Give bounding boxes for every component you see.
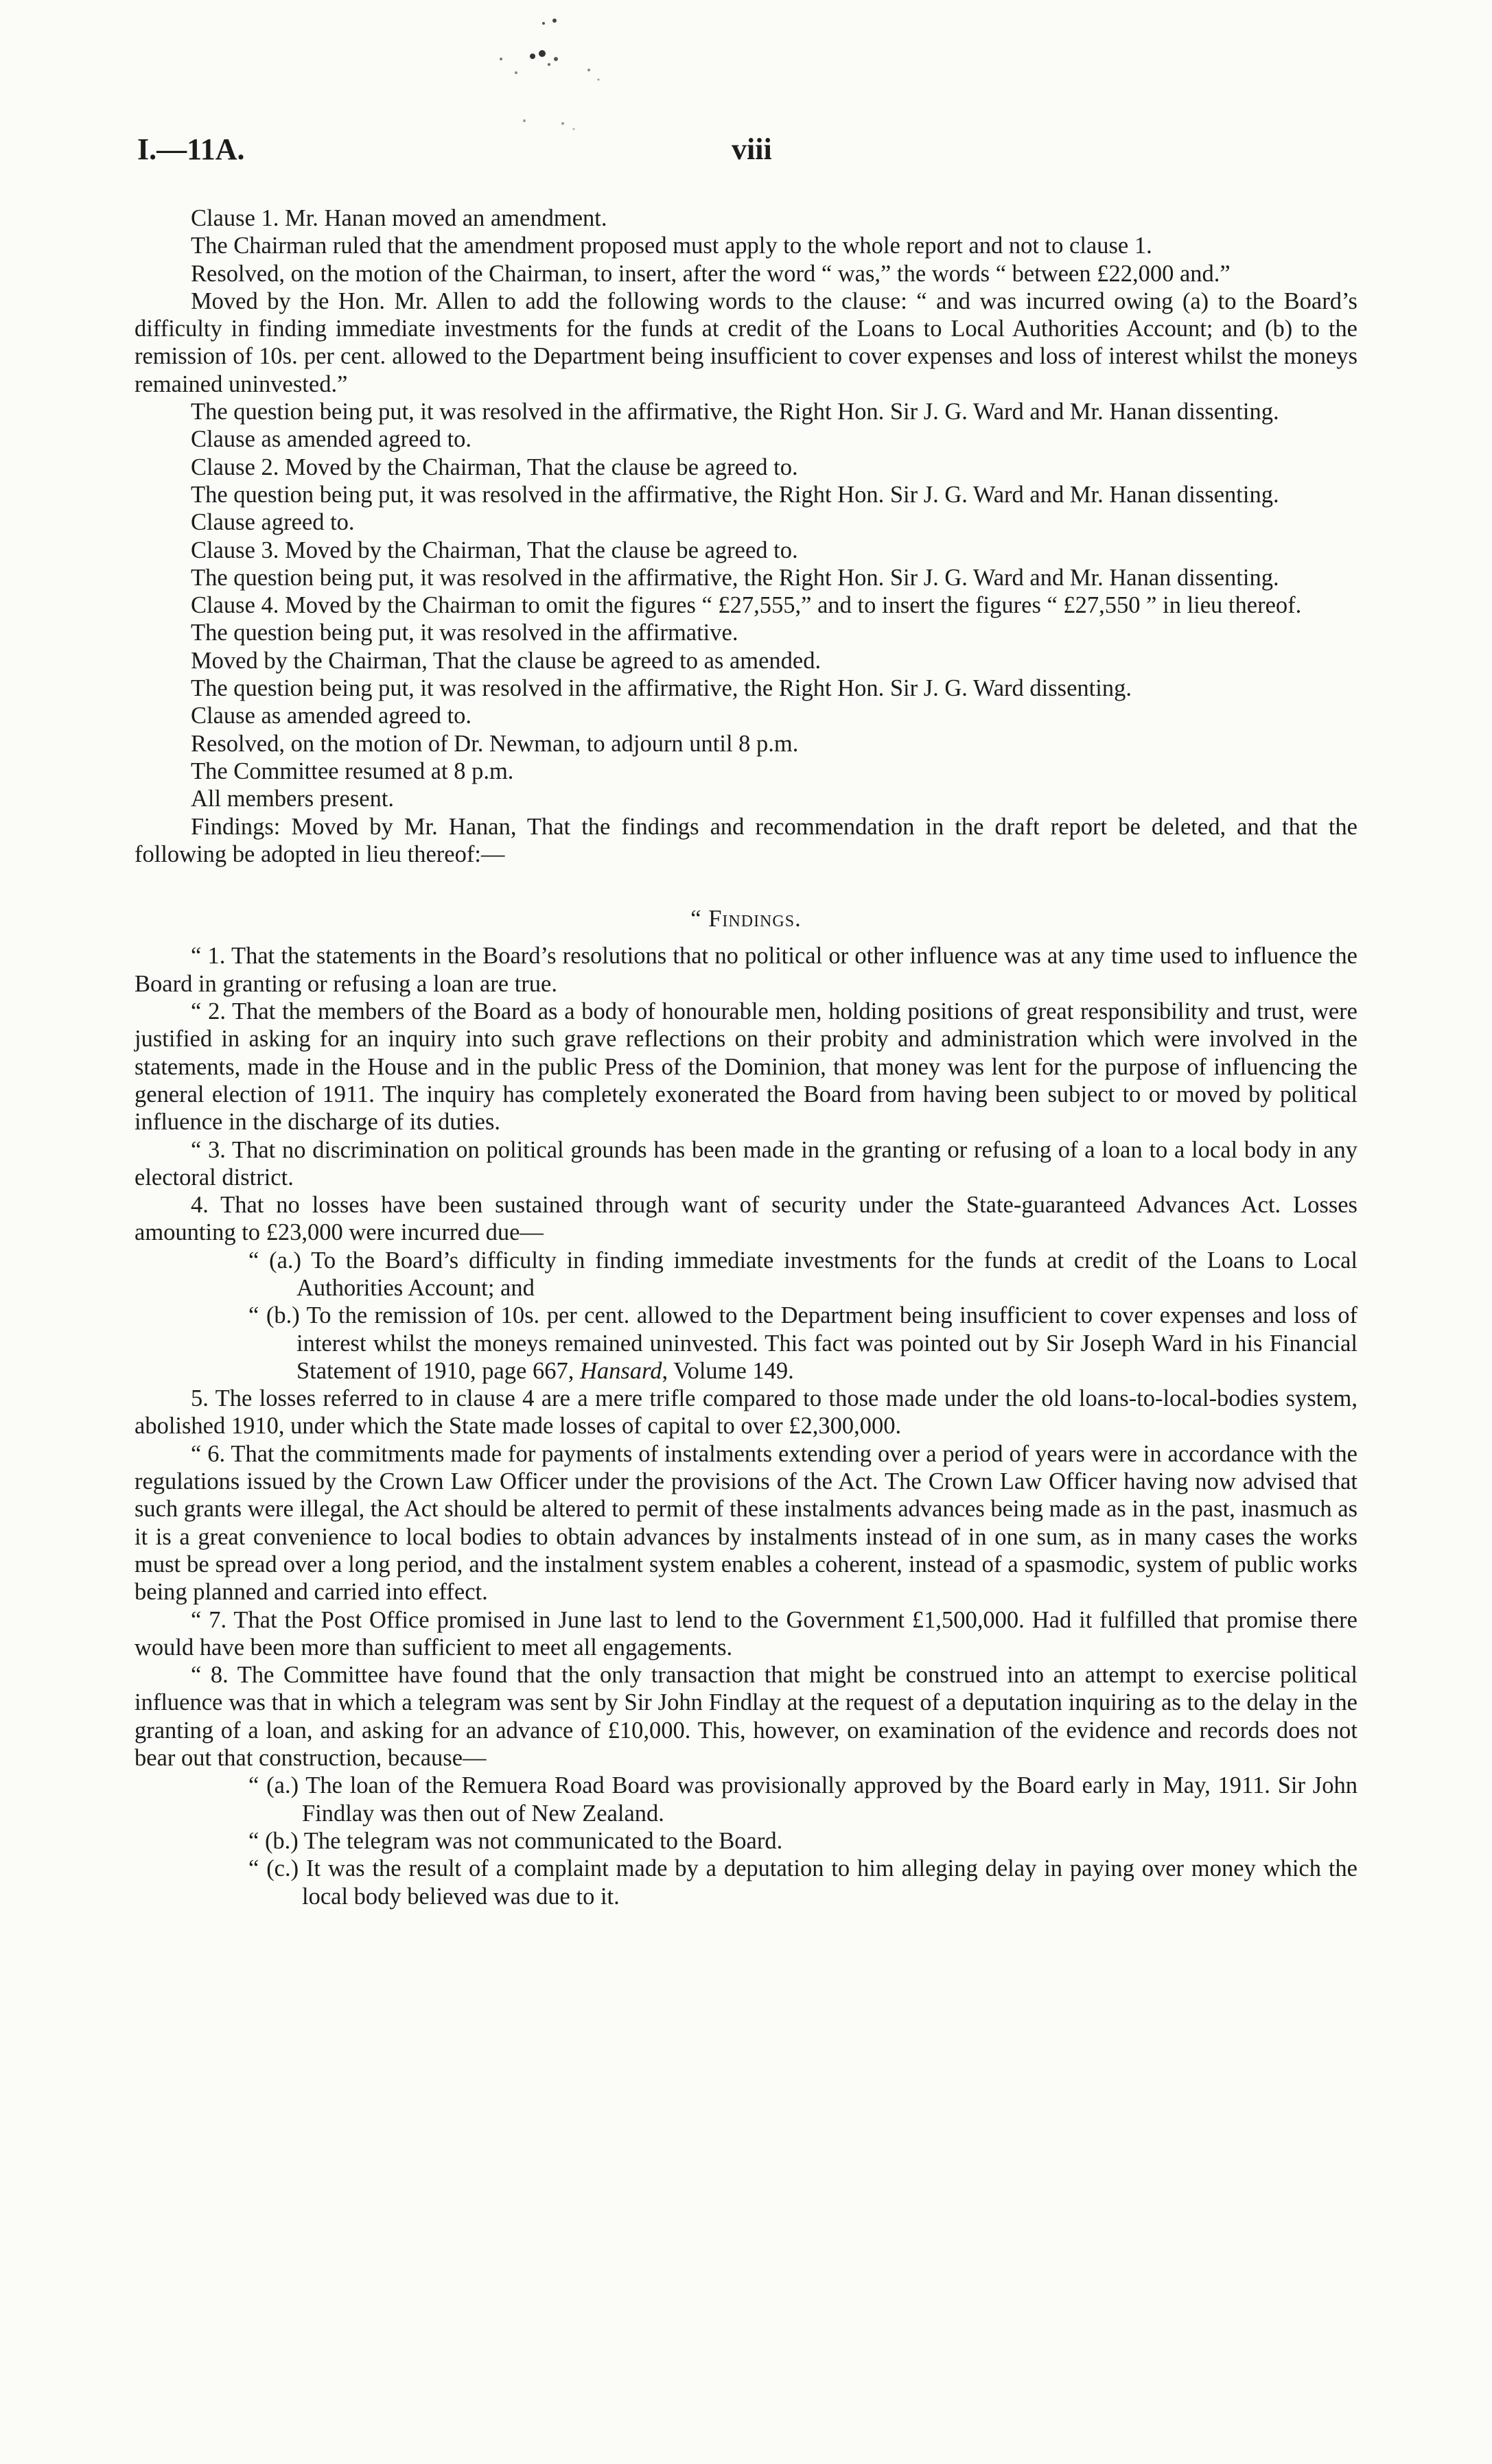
paragraph: The question being put, it was resolved in the affirmative, the Right Hon. Sir J. G. Ward dissenting. <box>191 675 1132 702</box>
paragraph: Clause 4. Moved by the Chairman to omit the figures “ £27,555,” and to insert the figures “ £27,550 ” in lieu thereof. <box>191 592 1302 619</box>
paragraph: The Chairman ruled that the amendment proposed must apply to the whole report and not to clause 1. <box>191 233 1152 259</box>
document-page <box>135 124 1357 1910</box>
paragraph: Clause as amended agreed to. <box>191 426 472 453</box>
paragraph: Clause 1. Mr. Hanan moved an amendment. <box>191 205 607 231</box>
paragraph: All members present. <box>191 786 395 812</box>
finding-4-sub-b-text: “ (b.) To the remission of 10s. per cent. allowed to the Department being insufficient to cover expenses and loss of interest whilst the moneys remained uninvested. This fact was pointed out by Sir Joseph Ward in his Financial Statement of 1910, page 667, <box>248 1302 1357 1384</box>
finding-8-sub-a: “ (a.) The loan of the Remuera Road Board was provisionally approved by the Board early in May, 1911. Sir John Findlay was then out of New Zealand. <box>248 1772 1357 1827</box>
finding-4-sub-a: “ (a.) To the Board’s difficulty in finding immediate investments for the funds at credit of the Loans to Local Authorities Account; and <box>248 1247 1357 1301</box>
paragraph: Clause agreed to. <box>191 509 355 536</box>
paragraph: Moved by the Chairman, That the clause be agreed to as amended. <box>191 647 821 674</box>
finding-4-sub-b-tail: , Volume 149. <box>662 1357 794 1384</box>
finding-8: “ 8. The Committee have found that the only transaction that might be construed into an attempt to exercise political influence was that in which a telegram was sent by Sir John Findlay at the request of a deputation inquiring as to the delay in the granting of a loan, and asking for an advance of £10,000. This, however, on examination of the evidence and records does not bear out that construction, because— <box>135 1662 1357 1772</box>
finding-6: “ 6. That the commitments made for payments of instalments extending over a period of years were in accordance with the regulations issued by the Crown Law Officer under the provisions of the Act. The Crown Law Officer having now advised that such grants were illegal, the Act should be altered to permit of these instalments advances being made as in the past, inasmuch as it is a great convenience to local bodies to obtain advances by instalments instead of in one sum, as in many cases the works must be spread over a long period, and the instalment system enables a coherent, instead of a spasmodic, system of public works being planned and carried into effect. <box>135 1440 1357 1606</box>
paragraph: The question being put, it was resolved in the affirmative, the Right Hon. Sir J. G. Ward and Mr. Hanan dissenting. <box>191 399 1279 425</box>
paragraph: Clause 3. Moved by the Chairman, That the clause be agreed to. <box>191 537 798 563</box>
finding-4-sub-b <box>248 1302 1357 1385</box>
paragraph: Moved by the Hon. Mr. Allen to add the following words to the clause: “ and was incurred owing (a) to the Board’s difficulty in finding immediate investments for the funds at credit of the Loans to Local Authorities Account; and (b) to the remission of 10s. per cent. allowed to the Department being insufficient to cover expenses and loss of interest whilst the moneys remained uninvested.” <box>135 288 1357 397</box>
page-header <box>135 124 1357 185</box>
hansard-citation: Hansard <box>579 1357 662 1384</box>
page-number: viii <box>732 132 772 166</box>
paragraph: The question being put, it was resolved in the affirmative, the Right Hon. Sir J. G. Ward and Mr. Hanan dissenting. <box>191 481 1279 508</box>
paragraph: Resolved, on the motion of the Chairman, to insert, after the word “ was,” the words “ between £22,000 and.” <box>191 260 1231 287</box>
finding-2: “ 2. That the members of the Board as a body of honourable men, holding positions of great responsibility and trust, were justified in asking for an inquiry into such grave reflections on their probity and administration which were involved in the statements, made in the House and in the public Press of the Dominion, that money was lent for the purpose of influencing the general election of 1911. The inquiry has completely exonerated the Board from having been subject to or moved by political influence in the discharge of its duties. <box>135 998 1357 1136</box>
paragraph: Clause as amended agreed to. <box>191 703 472 729</box>
findings-heading: “ Findings. <box>690 906 802 932</box>
paragraph: The question being put, it was resolved in the affirmative. <box>191 620 738 646</box>
finding-3: “ 3. That no discrimination on political grounds has been made in the granting or refusing of a loan to a local body in any electoral district. <box>135 1136 1357 1190</box>
paragraph: Findings: Moved by Mr. Hanan, That the findings and recommendation in the draft report be deleted, and that the following be adopted in lieu thereof:— <box>135 813 1357 867</box>
paragraph: Clause 2. Moved by the Chairman, That the clause be agreed to. <box>191 454 798 480</box>
finding-4: 4. That no losses have been sustained through want of security under the State-guaranteed Advances Act. Losses amounting to £23,000 were incurred due— <box>135 1192 1357 1246</box>
paper-number: I.—11A. <box>137 132 245 166</box>
finding-5: 5. The losses referred to in clause 4 are a mere trifle compared to those made under the old loans-to-local-bodies system, abolished 1910, under which the State made losses of capital to over £2,300,000. <box>135 1385 1357 1440</box>
document-body <box>135 204 1357 1910</box>
finding-8-sub-c: “ (c.) It was the result of a complaint made by a deputation to him alleging delay in paying over money which the local body believed was due to it. <box>248 1855 1357 1910</box>
finding-1: “ 1. That the statements in the Board’s resolutions that no political or other influence was at any time used to influence the Board in granting or refusing a loan are true. <box>135 943 1357 997</box>
finding-8-sub-b: “ (b.) The telegram was not communicated to the Board. <box>248 1827 783 1854</box>
scan-specks <box>453 14 645 137</box>
paragraph: The Committee resumed at 8 p.m. <box>191 758 514 784</box>
finding-7: “ 7. That the Post Office promised in June last to lend to the Government £1,500,000. Had it fulfilled that promise there would have been more than sufficient to meet all engagements. <box>135 1606 1357 1661</box>
paragraph: The question being put, it was resolved in the affirmative, the Right Hon. Sir J. G. Ward and Mr. Hanan dissenting. <box>191 564 1279 591</box>
paragraph: Resolved, on the motion of Dr. Newman, to adjourn until 8 p.m. <box>191 730 799 757</box>
